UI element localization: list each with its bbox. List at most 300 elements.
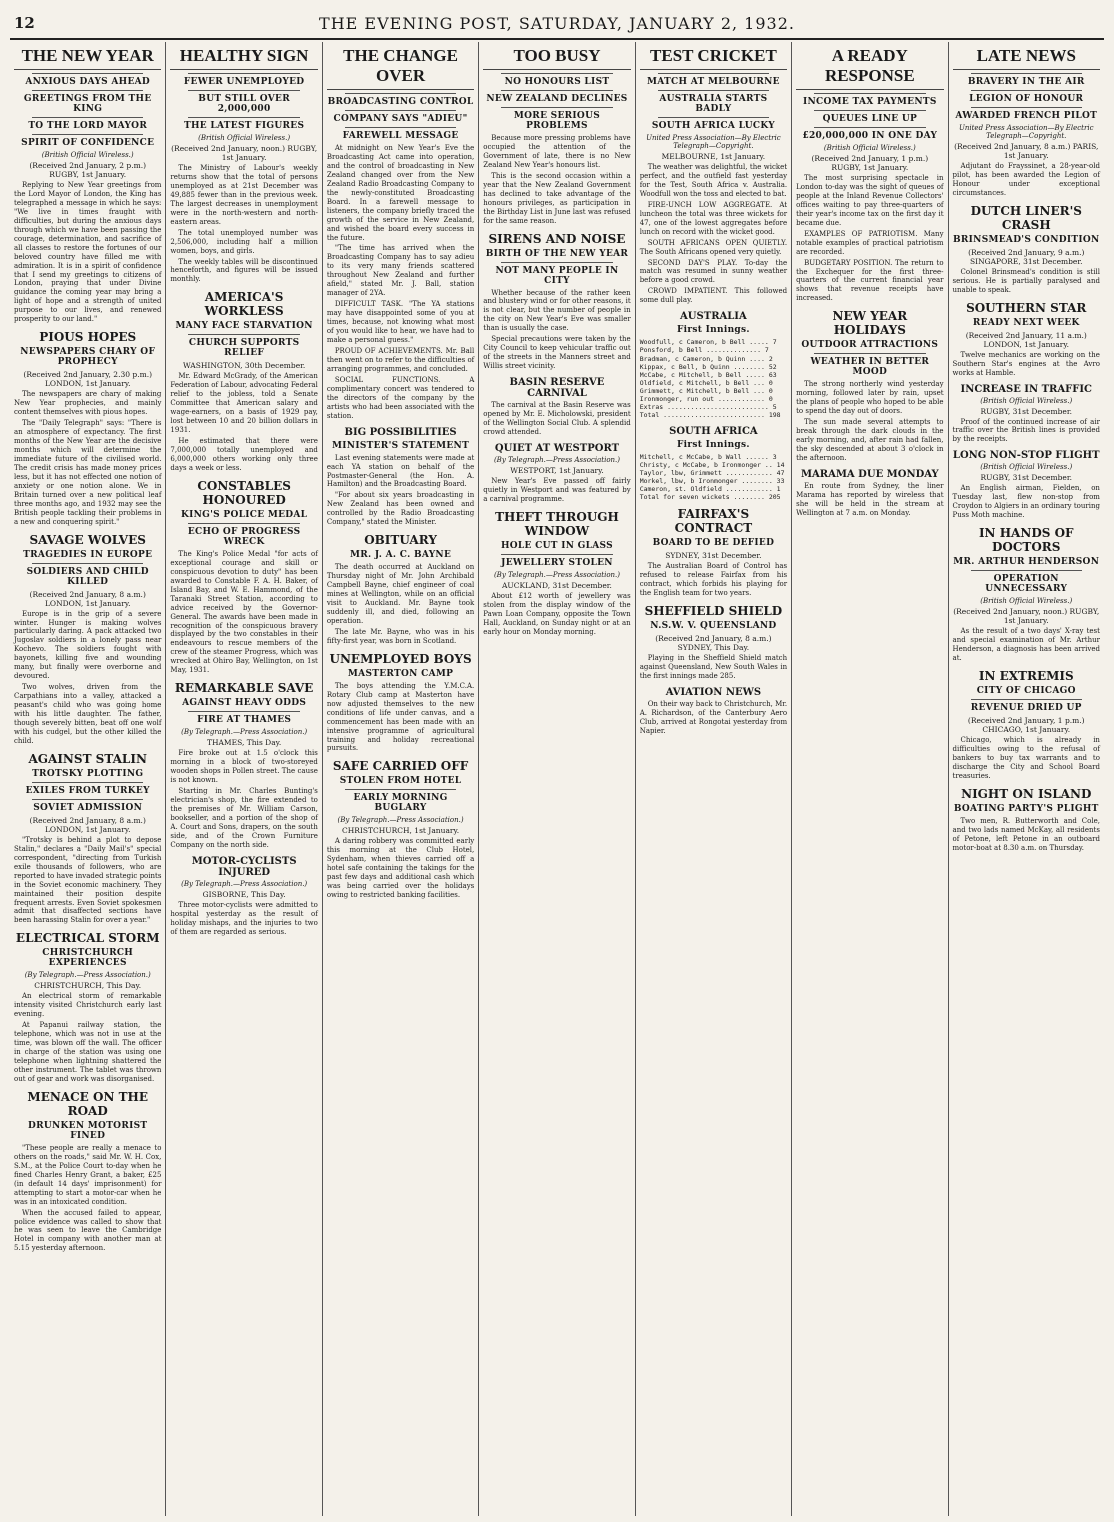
article xyxy=(953,526,1100,663)
dateline: (Received 2nd January, 8 a.m.) LONDON, 1st January. xyxy=(29,589,146,608)
article xyxy=(170,479,317,675)
headline: A READY RESPONSE xyxy=(796,46,943,90)
divider xyxy=(971,90,1082,91)
dateline: CHRISTCHURCH, This Day. xyxy=(34,981,142,991)
headline: AVIATION NEWS xyxy=(665,686,762,698)
article xyxy=(327,652,474,754)
headline: SHEFFIELD SHIELD xyxy=(644,604,783,619)
article-body xyxy=(640,562,787,598)
column-6 xyxy=(792,42,948,1516)
scoreboard: Mitchell, c McCabe, b Wall ...... 3 Christy, c McCabe, b Ironmonger .. 14 Taylor, lbw, Grimmett ............ 47 Morkel, lbw, b Ironmonger ........ 33 Cameron, st. Oldfield ............ 1 Total for seven wickets ........ 205 xyxy=(639,452,785,502)
dateline: RUGBY, 31st December. xyxy=(980,406,1072,416)
newspaper-title: THE EVENING POST, SATURDAY, JANUARY 2, 1932. xyxy=(319,14,795,33)
byline: (By Telegraph.—Press Association.) xyxy=(493,570,620,579)
headline: THEFT THROUGH WINDOW xyxy=(495,509,619,538)
headline: SAFE CARRIED OFF xyxy=(332,759,469,774)
article-body xyxy=(170,164,317,284)
subheadline: SOLDIERS AND CHILD KILLED xyxy=(26,566,149,587)
paragraph: Replying to New Year greetings from the Lord Mayor of London, the King has telegraphed a message in which he says: "We live in times fraught with difficulties, but during the anxious days through which we have been passing the courage, determination, and sacrifice of all classes to restore the fortunes of our beloved country have filled me with admiration. It is in a spirit of confidence that I send my greetings to citizens of London, praying that under Divine guidance the coming year may bring a light of hope and a strength of united purpose to our lives, and renewed prosperity to our land." xyxy=(14,181,162,324)
divider xyxy=(32,117,143,118)
paragraph: The Ministry of Labour's weekly returns show that the total of persons unemployed as at 21st December was 49,885 fewer than in the previous week. The largest decreases in unemployment were in the north-western and north-eastern areas. xyxy=(170,164,318,226)
paragraph: The Australian Board of Control has refused to release Fairfax from his contract, which forbids his playing for the English team for two years. xyxy=(639,562,788,598)
paragraph: Special precautions were taken by the City Council to keep vehicular traffic out of the streets in the Manners street and Willis street vicinity. xyxy=(483,335,631,371)
headline: CONSTABLES HONOURED xyxy=(197,478,291,507)
divider xyxy=(658,73,769,74)
divider xyxy=(32,73,143,74)
article-body xyxy=(14,992,161,1084)
article-body xyxy=(483,401,630,437)
subheadline: BIRTH OF THE NEW YEAR xyxy=(485,248,629,259)
paragraph: "For about six years broadcasting in New Zealand has been owned and controlled by the Radio Broadcasting Company," stated the Minister. xyxy=(326,491,475,527)
headline: NEW YEAR HOLIDAYS xyxy=(832,309,908,338)
divider xyxy=(188,73,299,74)
divider xyxy=(658,90,769,91)
paragraph: PROUD OF ACHIEVEMENTS. Mr. Ball then went on to refer to the difficulties of arranging programmes, and concluded. xyxy=(326,346,475,373)
article-body xyxy=(327,682,474,754)
subheadline: THE LATEST FIGURES xyxy=(183,121,305,131)
subheadline: AWARDED FRENCH PILOT xyxy=(955,111,1098,121)
paragraph: The sun made several attempts to break through the dark clouds in the early morning, and, after rain had fallen, the sky descended at about 3 o'clock in the afternoon. xyxy=(796,418,944,462)
column-2 xyxy=(166,42,322,1516)
subheadline: CHURCH SUPPORTS RELIEF xyxy=(188,338,300,359)
paragraph: The boys attending the Y.M.C.A. Rotary Club camp at Masterton have now adjusted themselves to the new conditions of life under canvas, and a commencement has been made with an intensive programme of agricultural training and holiday recreational pursuits. xyxy=(326,681,475,753)
paragraph: BUDGETARY POSITION. The return to the Exchequer for the first three-quarters of the current financial year shows that revenue receipts have increased. xyxy=(796,258,944,303)
subheadline: N.S.W. V. QUEENSLAND xyxy=(650,621,777,632)
subheadline: BROADCASTING CONTROL xyxy=(327,97,474,107)
article xyxy=(483,232,630,372)
subheadline: FIRE AT THAMES xyxy=(197,715,292,726)
divider xyxy=(345,93,456,94)
dateline: (Received 2nd January, 11 a.m.) LONDON, 1st January. xyxy=(965,330,1087,349)
paragraph: Fire broke out at 1.5 o'clock this morning in a block of two-storeyed wooden shops in Pollen street. The cause is not known. xyxy=(170,749,318,785)
article-body xyxy=(14,610,161,746)
subheadline: MR. ARTHUR HENDERSON xyxy=(953,557,1100,568)
divider xyxy=(188,334,299,335)
headline: TOO BUSY xyxy=(483,46,630,70)
article xyxy=(953,384,1100,445)
subheadline: TRAGEDIES IN EUROPE xyxy=(23,549,153,560)
column-5 xyxy=(636,42,792,1516)
dateline: AUCKLAND, 31st December. xyxy=(502,580,612,590)
byline: (British Official Wireless.) xyxy=(41,151,134,159)
paragraph: The late Mr. Bayne, who was in his fifty-first year, was born in Scotland. xyxy=(326,627,475,645)
byline: (British Official Wireless.) xyxy=(198,134,291,142)
article xyxy=(953,450,1100,520)
subheadline: WEATHER IN BETTER MOOD xyxy=(810,357,930,378)
dateline: (Received 2nd January, 2 p.m.) RUGBY, 1st January. xyxy=(29,161,147,179)
subheadline: STOLEN FROM HOTEL xyxy=(339,776,462,787)
subheadline: MATCH AT MELBOURNE xyxy=(646,77,780,87)
column-4 xyxy=(479,42,635,1516)
dateline: GISBORNE, This Day. xyxy=(202,889,286,899)
article xyxy=(640,687,787,736)
headline: BIG POSSIBILITIES xyxy=(344,426,457,438)
paragraph: The weekly tables will be discontinued henceforth, and figures will be issued monthly. xyxy=(170,257,318,284)
headline: MENACE ON THE ROAD xyxy=(27,1089,149,1118)
article-body xyxy=(953,627,1100,663)
article-body xyxy=(796,380,943,463)
subheadline: SOVIET ADMISSION xyxy=(33,802,143,813)
subheadline: OPERATION UNNECESSARY xyxy=(985,574,1068,595)
subheadline: QUEUES LINE UP xyxy=(822,114,918,124)
dateline: (Received 2nd January, 9 a.m.) SINGAPORE, 31st December. xyxy=(968,247,1085,266)
dateline: (Received 2nd January, 8 a.m.) PARIS, 1st January. xyxy=(954,142,1099,160)
article xyxy=(640,311,787,419)
article-body xyxy=(327,563,474,646)
subheadline: ANXIOUS DAYS AHEAD xyxy=(25,77,151,87)
article-body xyxy=(170,749,317,849)
headline: AGAINST STALIN xyxy=(28,751,147,766)
subheadline: AUSTRALIA STARTS BADLY xyxy=(659,94,768,114)
subheadline: MASTERTON CAMP xyxy=(347,668,454,679)
article xyxy=(640,507,787,598)
divider xyxy=(814,127,925,128)
subheadline: BOARD TO BE DEFIED xyxy=(652,538,775,549)
subheadline: SOUTH AFRICA LUCKY xyxy=(651,121,775,131)
byline: (By Telegraph.—Press Association.) xyxy=(181,728,308,737)
byline: (By Telegraph.—Press Association.) xyxy=(337,816,464,825)
dateline: CHRISTCHURCH, 1st January. xyxy=(341,826,460,836)
dateline: THAMES, This Day. xyxy=(206,738,282,748)
divider xyxy=(501,73,612,74)
paragraph: Mr. Edward McGrady, of the American Federation of Labour, advocating Federal relief to the jobless, told a Senate Committee that American salary and wage-earners, on a basis of 1929 pay, lost between 10 and 20 billion dollars in 1931. xyxy=(170,372,318,435)
subheadline: DRUNKEN MOTORIST FINED xyxy=(27,1120,148,1141)
subheadline: COMPANY SAYS "ADIEU" xyxy=(333,114,468,124)
article-body xyxy=(14,836,161,926)
headline: PIOUS HOPES xyxy=(39,330,137,345)
byline: United Press Association—By Electric Telegraph—Copyright. xyxy=(958,124,1094,140)
paragraph: Adjutant do Frayssinet, a 28-year-old pilot, has been awarded the Legion of Honour under exceptional circumstances. xyxy=(952,162,1100,197)
dateline: WESTPORT, 1st January. xyxy=(510,465,604,475)
article-body xyxy=(14,390,161,526)
headline: QUIET AT WESTPORT xyxy=(494,442,620,454)
subheadline: OUTDOOR ATTRACTIONS xyxy=(801,340,939,351)
headline: SOUTHERN STAR xyxy=(966,300,1087,315)
dateline: SYDNEY, 31st December. xyxy=(665,551,762,561)
subheadline: TROTSKY PLOTTING xyxy=(32,768,144,779)
article xyxy=(640,426,787,502)
paragraph: A daring robbery was committed early this morning at the Club Hotel, Sydenham, when thieves carried off a hotel safe containing the takings for the past few days and additional cash which was being carried over the holidays owing to restricted banking facilities. xyxy=(326,837,475,900)
article-body xyxy=(796,482,943,518)
paragraph: Two wolves, driven from the Carpathians into a valley, attacked a peasant's child who was going home with his little daughter. The father, though severely bitten, beat off one wolf with his cudgel, but the other killed the child. xyxy=(14,683,162,745)
masthead xyxy=(10,8,1104,40)
column-3 xyxy=(323,42,479,1516)
headline: MARAMA DUE MONDAY xyxy=(800,468,939,480)
article-body xyxy=(953,418,1100,445)
article xyxy=(14,931,161,1084)
subheadline: BRINSMEAD'S CONDITION xyxy=(952,234,1100,245)
column-7 xyxy=(949,42,1104,1516)
headline: OBITUARY xyxy=(364,533,437,548)
headline: IN HANDS OF DOCTORS xyxy=(978,526,1074,555)
paragraph: The King's Police Medal "for acts of exceptional courage and skill or conspicuous devotion to duty" has been awarded to Constable F. A. H. Baker, of Island Bay, and W. E. Hammond, of the Taranaki Street Station, according to advice received by the Governor-General. The awards have been made in recognition of the conspicuous bravery displayed by the two constables in their endeavours to rescue members of the crew of the steamer Progress, which was wrecked at Ohiro Bay, Wellington, on 1st May, 1931. xyxy=(170,549,318,675)
byline: (British Official Wireless.) xyxy=(823,144,916,152)
paragraph: Twelve mechanics are working on the Southern Star's engines at the Avro works at Hamble. xyxy=(952,350,1100,377)
paragraph: "Trotsky is behind a plot to depose Stalin," declares a "Daily Mail's" special correspondent, "directing from Turkish exile thousands of followers, who are reported to have invaded strategic points in the Soviet economic machinery. They maintained their position despite frequent arrests. Even Soviet spokesmen admit that disaffected sections have been harassing Stalin for over a year." xyxy=(14,835,162,925)
divider xyxy=(501,107,612,108)
paragraph: SECOND DAY'S PLAY. To-day the match was resumed in sunny weather before a good crowd. xyxy=(639,258,788,285)
article xyxy=(170,46,317,284)
headline: SOUTH AFRICA xyxy=(669,425,758,437)
paragraph: On their way back to Christchurch, Mr. A. Richardson, of the Canterbury Aero Club, arrived at Rongotai yesterday from Napier. xyxy=(639,699,788,735)
headline: FAIRFAX'S CONTRACT xyxy=(674,507,753,536)
paragraph: At Papanui railway station, the telephone, which was not in use at the time, was blown off the wall. The officer in charge of the station was using one telephone when lightning shattered the other instrument. The tablet was thrown out of gear and work was disorganised. xyxy=(14,1021,162,1083)
headline: THE CHANGE OVER xyxy=(327,46,474,90)
paragraph: Last evening statements were made at each YA station on behalf of the Postmaster-General (the Hon. A. Hamilton) and the Broadcasting Board. xyxy=(326,453,475,489)
paragraph: The most surprising spectacle in London to-day was the sight of queues of people at the Inland Revenue Collectors' offices waiting to pay three-quarters of their year's income tax on the first day it became due. xyxy=(796,174,944,227)
divider xyxy=(345,789,456,790)
subheadline: MANY FACE STARVATION xyxy=(175,321,313,332)
paragraph: Proof of the continued increase of air traffic over the British lines is provided by the receipts. xyxy=(952,417,1100,444)
article xyxy=(953,669,1100,781)
paragraph: Two men, R. Butterworth and Cole, and two lads named McKay, all residents of Petone, left Petone in an outboard motor-boat at 8.30 a.m. on Thursday. xyxy=(952,816,1100,852)
subheadline: NO HONOURS LIST xyxy=(504,77,610,87)
article xyxy=(953,204,1100,295)
subheadline: TO THE LORD MAYOR xyxy=(28,121,148,131)
paragraph: An English airman, Fielden, on Tuesday last, flew non-stop from Croydon to Algiers in an ordinary touring Puss Moth machine. xyxy=(952,484,1100,520)
article xyxy=(953,46,1100,198)
paragraph: The newspapers are chary of making New Year prophecies, and mainly content themselves with pious hopes. xyxy=(14,390,162,417)
article xyxy=(327,427,474,528)
article xyxy=(640,604,787,681)
article xyxy=(170,290,317,472)
divider xyxy=(188,523,299,524)
headline: REMARKABLE SAVE xyxy=(174,681,314,696)
headline: TEST CRICKET xyxy=(640,46,787,70)
divider xyxy=(32,799,143,800)
subheadline: First Innings. xyxy=(676,439,750,450)
dateline: (Received 2nd January, 1 p.m.) CHICAGO, 1st January. xyxy=(967,716,1085,735)
article-body xyxy=(953,736,1100,781)
article xyxy=(483,510,630,637)
divider xyxy=(188,117,299,118)
subheadline: JEWELLERY STOLEN xyxy=(501,557,613,568)
article-body xyxy=(953,162,1100,198)
article-body xyxy=(483,289,630,372)
divider xyxy=(658,117,769,118)
article xyxy=(14,46,161,324)
divider xyxy=(32,90,143,91)
paragraph: The "Daily Telegraph" says: "There is an atmosphere of expectancy. The first months of the New Year are the decisive months which will determine the immediate future of the civilised world. The credit crisis has made money prices less, but it has not effected one notion of anxiety or one notion alone. We in Britain turned over a new political leaf three months ago, and 1932 may see the British people tackling their problems in a new and conquering spirit." xyxy=(14,419,162,526)
subheadline: MINISTER'S STATEMENT xyxy=(332,440,470,451)
article xyxy=(170,681,317,849)
dateline: (Received 2nd January, noon.) RUGBY, 1st January. xyxy=(171,144,318,162)
dateline: RUGBY, 31st December. xyxy=(980,473,1072,483)
subheadline: SPIRIT OF CONFIDENCE xyxy=(21,138,155,148)
article-body xyxy=(953,817,1100,853)
paragraph: New Year's Eve passed off fairly quietly in Westport and was featured by a carnival programme. xyxy=(483,476,631,503)
headline: IN EXTREMIS xyxy=(978,669,1074,684)
paragraph: FIRE-UNCH LOW AGGREGATE. At luncheon the total was three wickets for 47, one of the lowest aggregates before lunch on record with the wicket good. xyxy=(639,200,788,236)
divider xyxy=(32,134,143,135)
paragraph: As the result of a two days' X-ray test and special examination of Mr. Arthur Henderson, a diagnosis has been arrived at. xyxy=(952,627,1100,663)
article-body xyxy=(483,134,630,226)
byline: (British Official Wireless.) xyxy=(980,396,1073,405)
paragraph: He estimated that there were 7,000,000 totally unemployed and 6,000,000 others working only three days a week or less. xyxy=(170,437,318,472)
article xyxy=(953,301,1100,378)
divider xyxy=(814,110,925,111)
subheadline: EARLY MORNING BUGLARY xyxy=(353,793,448,814)
paragraph: An electrical storm of remarkable intensity visited Christchurch early last evening. xyxy=(14,992,162,1019)
article-body xyxy=(327,144,474,421)
article-body xyxy=(170,901,317,937)
article xyxy=(483,377,630,437)
byline: (By Telegraph.—Press Association.) xyxy=(24,971,151,980)
divider xyxy=(501,554,612,555)
subheadline: HOLE CUT IN GLASS xyxy=(500,540,613,551)
article xyxy=(14,1090,161,1253)
scoreboard: Woodfull, c Cameron, b Bell ..... 7 Ponsford, b Bell .............. 7 Bradman, c Cameron, b Quinn .... 2 Kippax, c Bell, b Quinn ........ 52 McCabe, c Mitchell, b Bell ..... 63 Oldfield, c Mitchell, b Bell ... 0 Grimmett, c Mitchell, b Bell ... 0 Ironmonger, run out ............ 0 Extras .......................... 5 Total .......................... 198 xyxy=(639,338,781,420)
article-body xyxy=(483,477,630,504)
byline: (By Telegraph.—Press Association.) xyxy=(493,455,620,464)
article-body xyxy=(640,700,787,736)
subheadline: First Innings. xyxy=(676,325,750,336)
article xyxy=(327,759,474,900)
dateline: (Received 2nd January, 8 a.m.) LONDON, 1st January. xyxy=(29,815,146,834)
article xyxy=(327,533,474,646)
divider xyxy=(32,563,143,564)
article xyxy=(953,787,1100,853)
paragraph: Because more pressing problems have occupied the attention of the Government of late, there is no New Zealand New Year's honours list. xyxy=(483,134,631,169)
article xyxy=(14,533,161,746)
article-body xyxy=(640,654,787,681)
headline: UNEMPLOYED BOYS xyxy=(329,651,472,666)
paragraph: Three motor-cyclists were admitted to hospital yesterday as the result of holiday mishaps, and the injuries to two of them are regarded as serious. xyxy=(170,900,318,936)
headline: AUSTRALIA xyxy=(680,311,747,323)
article-body xyxy=(953,268,1100,295)
paragraph: The death occurred at Auckland on Thursday night of Mr. John Archibald Campbell Bayne, chief engineer of coal mines at Wellington, while on an official visit to Auckland. Mr. Bayne took suddenly ill, and died, following an operation. xyxy=(326,563,475,625)
dateline: (Received 2nd January, 1 p.m.) RUGBY, 1st January. xyxy=(811,154,929,172)
subheadline: FEWER UNEMPLOYED xyxy=(183,77,305,87)
byline: (British Official Wireless.) xyxy=(980,597,1073,606)
headline: THE NEW YEAR xyxy=(14,46,161,70)
divider xyxy=(501,90,612,91)
subheadline: £20,000,000 IN ONE DAY xyxy=(802,131,938,141)
article xyxy=(796,46,943,303)
headline: HEALTHY SIGN xyxy=(170,46,317,70)
article xyxy=(640,46,787,305)
paragraph: "These people are really a menace to others on the roads," said Mr. W. H. Cox, S.M., at the Police Court to-day when he fined Charles Henry Grant, a baker, £25 (in default 14 days' imprisonment) for attempting to start a motor-car when he was in an intoxicated condition. xyxy=(14,1143,162,1206)
article-body xyxy=(14,181,161,324)
subheadline: NEWSPAPERS CHARY OF PROPHECY xyxy=(20,347,156,368)
paragraph: Chicago, which is already in difficulties owing to the refusal of bankers to buy tax warrants and to discharge the City and School Board treasuries. xyxy=(952,736,1100,780)
divider xyxy=(32,782,143,783)
subheadline: BRAVERY IN THE AIR xyxy=(967,77,1085,87)
article-body xyxy=(796,174,943,303)
dateline: MELBOURNE, 1st January. xyxy=(661,152,766,161)
subheadline: CHRISTCHURCH EXPERIENCES xyxy=(42,948,134,969)
article xyxy=(796,309,943,463)
subheadline: GREETINGS FROM THE KING xyxy=(23,94,152,114)
paragraph: SOUTH AFRICANS OPEN QUIETLY. The South Africans opened very quietly. xyxy=(639,238,788,256)
dateline: (Received 2nd January, 2.30 p.m.) LONDON, 1st January. xyxy=(23,370,152,389)
divider xyxy=(814,353,925,354)
article xyxy=(14,330,161,526)
divider xyxy=(188,90,299,91)
subheadline: ECHO OF PROGRESS WRECK xyxy=(187,526,301,547)
article xyxy=(327,46,474,421)
article-body xyxy=(953,351,1100,378)
subheadline: FAREWELL MESSAGE xyxy=(342,131,459,141)
divider xyxy=(501,262,612,263)
paragraph: The strong northerly wind yesterday morning, followed later by rain, upset the plans of people who hoped to be able to spend the day out of doors. xyxy=(796,380,944,416)
article-body xyxy=(640,163,787,305)
paragraph: Playing in the Sheffield Shield match against Queensland, New South Wales in the first innings made 285. xyxy=(639,654,788,681)
subheadline: EXILES FROM TURKEY xyxy=(25,785,150,796)
subheadline: MORE SERIOUS PROBLEMS xyxy=(513,111,601,131)
subheadline: NEW ZEALAND DECLINES xyxy=(486,94,628,104)
paragraph: SOCIAL FUNCTIONS. A complimentary concert was tendered to the directors of the company by the artists who had been associated with the station. xyxy=(326,375,475,420)
headline: LONG NON-STOP FLIGHT xyxy=(952,450,1100,462)
column-1 xyxy=(10,42,166,1516)
dateline: WASHINGTON, 30th December. xyxy=(182,361,306,371)
subheadline: AGAINST HEAVY ODDS xyxy=(182,698,307,709)
article-body xyxy=(483,592,630,637)
headline: INCREASE IN TRAFFIC xyxy=(960,383,1092,395)
byline: United Press Association—By Electric Telegraph—Copyright. xyxy=(646,134,781,150)
paragraph: The total unemployed number was 2,506,000, including half a million women, boys, and girls. xyxy=(170,228,318,255)
subheadline: NOT MANY PEOPLE IN CITY xyxy=(495,265,619,286)
byline: (British Official Wireless.) xyxy=(980,463,1073,472)
headline: MOTOR-CYCLISTS INJURED xyxy=(191,855,297,878)
headline: NIGHT ON ISLAND xyxy=(961,786,1092,801)
subheadline: BUT STILL OVER 2,000,000 xyxy=(198,94,290,114)
headline: SIRENS AND NOISE xyxy=(488,231,626,246)
article-body xyxy=(170,550,317,675)
paragraph: Colonel Brinsmead's condition is still serious. He is partially paralysed and unable to speak. xyxy=(952,267,1100,294)
article-body xyxy=(953,484,1100,520)
headline: BASIN RESERVE CARNIVAL xyxy=(509,377,605,400)
subheadline: REVENUE DRIED UP xyxy=(970,703,1082,714)
article xyxy=(14,752,161,926)
headline: DUTCH LINER'S CRASH xyxy=(970,203,1082,232)
paragraph: When the accused failed to appear, police evidence was called to show that he was seen to leave the Cambridge Hotel in company with another man at 5.15 yesterday afternoon. xyxy=(14,1208,162,1253)
dateline: (Received 2nd January, 8 a.m.) SYDNEY, This Day. xyxy=(655,634,772,653)
paragraph: The carnival at the Basin Reserve was opened by Mr. E. Micholowski, president of the Wellington Social Club. A splendid crowd attended. xyxy=(483,401,631,436)
paragraph: "The time has arrived when the Broadcasting Company has to say adieu to its very many friends scattered throughout New Zealand and further afield," stated Mr. J. Ball, station manager of 2YA. xyxy=(326,244,475,298)
headline: SAVAGE WOLVES xyxy=(29,532,146,547)
headline: ELECTRICAL STORM xyxy=(15,931,160,946)
subheadline: INCOME TAX PAYMENTS xyxy=(802,97,937,107)
headline: LATE NEWS xyxy=(953,46,1100,70)
paragraph: EXAMPLES OF PATRIOTISM. Many notable examples of practical patriotism are recorded. xyxy=(796,229,944,256)
subheadline: READY NEXT WEEK xyxy=(972,317,1080,328)
article-body xyxy=(170,372,317,472)
divider xyxy=(971,699,1082,700)
page-number: 12 xyxy=(14,14,35,32)
divider xyxy=(188,711,299,712)
article xyxy=(483,443,630,504)
subheadline: KING'S POLICE MEDAL xyxy=(180,509,308,520)
divider xyxy=(971,570,1082,571)
divider xyxy=(814,93,925,94)
article-body xyxy=(327,454,474,528)
article xyxy=(483,46,630,226)
paragraph: At midnight on New Year's Eve the Broadcasting Act came into operation, and the control of broadcasting in New Zealand changed over from the New Zealand Radio Broadcasting Company to the newly-constituted Broadcasting Board. In a farewell message to listeners, the company briefly traced the growth of the service in New Zealand, and wished the board every success in the future. xyxy=(326,144,475,242)
paragraph: Whether because of the rather keen and blustery wind or for other reasons, it is not clear, but the number of people in the city on New Year's Eve was smaller than is usually the case. xyxy=(483,288,631,333)
paragraph: This is the second occasion within a year that the New Zealand Government has declined to take advantage of the honours privileges, as participation in the Birthday List in June last was refused for the same reason. xyxy=(483,171,631,225)
paragraph: Starting in Mr. Charles Bunting's electrician's shop, the fire extended to the premises of Mr. William Carson, bookseller, and a portion of the shop of A. Court and Sons, drapers, on the south side, and of the Crown Furniture Company on the north side. xyxy=(170,787,318,849)
subheadline: BOATING PARTY'S PLIGHT xyxy=(953,803,1099,814)
divider xyxy=(971,107,1082,108)
divider xyxy=(345,110,456,111)
article-body xyxy=(14,1144,161,1253)
divider xyxy=(345,127,456,128)
column-container xyxy=(10,42,1104,1516)
subheadline: MR. J. A. C. BAYNE xyxy=(350,550,452,561)
paragraph: The weather was delightful, the wicket perfect, and the outfield fast yesterday for the Test, South Africa v. Australia. Woodfull won the toss and elected to bat. xyxy=(639,163,788,198)
article xyxy=(796,469,943,518)
